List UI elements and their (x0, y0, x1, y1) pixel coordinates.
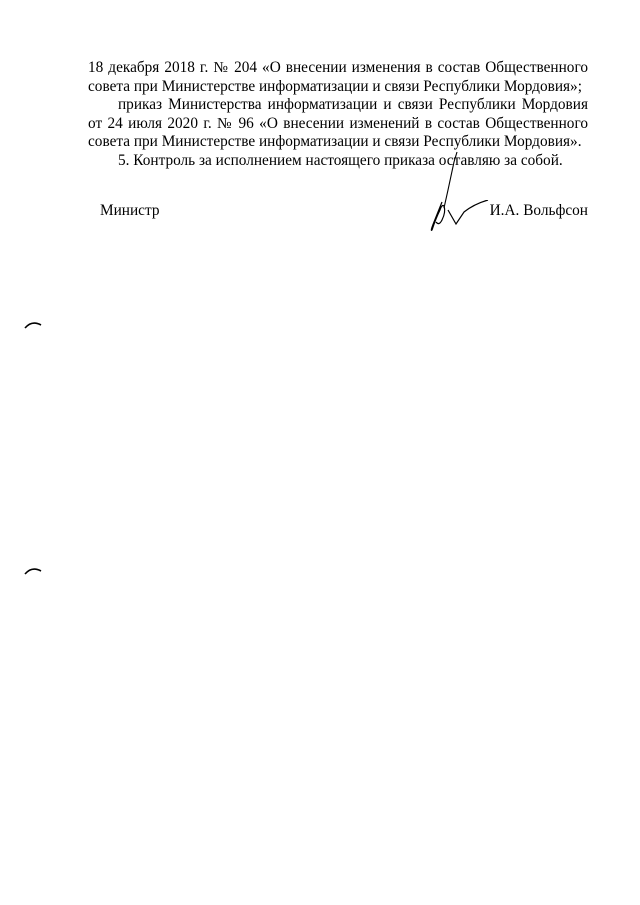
signature-block (0, 200, 640, 240)
punch-hole-mark-icon (24, 566, 42, 576)
paragraph-first: 18 декабря 2018 г. № 204 «О внесении изменения в состав Общественного совета при Министерстве информатизации и связи Республики Мордовия»; (88, 59, 588, 95)
paragraph-order-reference: приказ Министерства информатизации и связи Республики Мордовия от 24 июля 2020 г. № 96 «О внесении изменений в состав Общественного совета при Министерстве информатизации и связи Республики Мордовия». (88, 96, 588, 150)
signatory-title: Министр (100, 202, 160, 219)
paragraph-control-clause: 5. Контроль за исполнением настоящего приказа оставляю за собой. (118, 151, 563, 169)
punch-hole-mark-icon (24, 320, 42, 330)
signatory-name: И.А. Вольфсон (489, 202, 588, 219)
document-body (88, 59, 588, 170)
